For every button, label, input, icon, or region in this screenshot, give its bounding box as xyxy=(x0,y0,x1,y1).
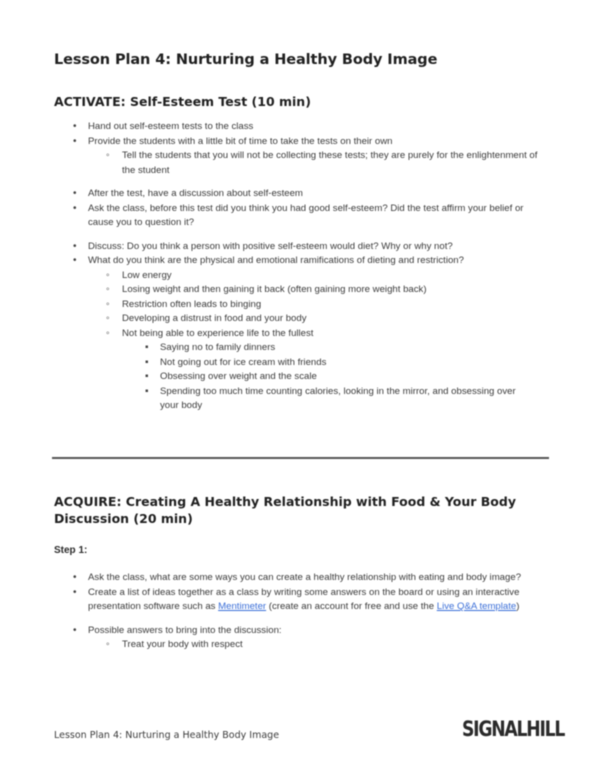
list-item: • What do you think are the physical and emotional ramifications of dieting and restriction? xyxy=(0,254,548,269)
list-item: ▪ Not going out for ice cream with friends xyxy=(0,356,520,371)
list-item: • Discuss: Do you think a person with positive self-esteem would diet? Why or why not? xyxy=(0,240,548,255)
acquire-list xyxy=(0,571,600,653)
list-item: ◦ Developing a distrust in food and your body xyxy=(0,312,548,327)
list-item: • Possible answers to bring into the discussion: xyxy=(0,624,548,639)
list-item: • Create a list of ideas together as a class by writing some answers on the board or using an interactive presentation software such as Mentimeter (create an account for free and use the Live Q&A template) xyxy=(0,586,548,615)
list-spacer xyxy=(0,615,600,624)
list-item: ◦ Tell the students that you will not be collecting these tests; they are purely for the enlightenment of the student xyxy=(0,149,548,178)
list-item: • After the test, have a discussion about self-esteem xyxy=(0,187,548,202)
list-spacer xyxy=(0,178,600,187)
list-item: • Ask the class, before this test did you think you had good self-esteem? Did the test affirm your belief or cause you to question it? xyxy=(0,202,548,231)
list-item: ◦ Low energy xyxy=(0,269,548,284)
activate-heading: ACTIVATE: Self-Esteem Test (10 min) xyxy=(54,94,311,109)
list-item: ▪ Spending too much time counting calories, looking in the mirror, and obsessing over your body xyxy=(0,385,520,414)
acquire-heading: ACQUIRE: Creating A Healthy Relationship with Food & Your Body Discussion (20 min) xyxy=(54,494,516,526)
list-item: • Provide the students with a little bit of time to take the tests on their own xyxy=(0,135,548,150)
list-item: ◦ Treat your body with respect xyxy=(0,638,548,653)
list-item: ▪ Obsessing over weight and the scale xyxy=(0,370,520,385)
live-qa-template-link[interactable]: Live Q&A template xyxy=(436,601,517,612)
list-item: • Hand out self-esteem tests to the class xyxy=(0,120,548,135)
list-item: ▪ Saying no to family dinners xyxy=(0,341,520,356)
list-item: • Ask the class, what are some ways you can create a healthy relationship with eating and body image? xyxy=(0,571,548,586)
page-title: Lesson Plan 4: Nurturing a Healthy Body Image xyxy=(54,52,438,68)
list-spacer xyxy=(0,231,600,240)
list-item: ◦ Restriction often leads to binging xyxy=(0,298,548,313)
step-label: Step 1: xyxy=(54,545,88,556)
section-divider xyxy=(52,457,549,459)
list-item: ◦ Losing weight and then gaining it back (often gaining more weight back) xyxy=(0,283,548,298)
signalhill-logo: SIGNALHILL xyxy=(462,717,565,741)
list-item: ◦ Not being able to experience life to the fullest xyxy=(0,327,548,342)
activate-list xyxy=(0,120,600,414)
footer-text: Lesson Plan 4: Nurturing a Healthy Body Image xyxy=(54,730,280,741)
mentimeter-link[interactable]: Mentimeter xyxy=(218,601,267,612)
